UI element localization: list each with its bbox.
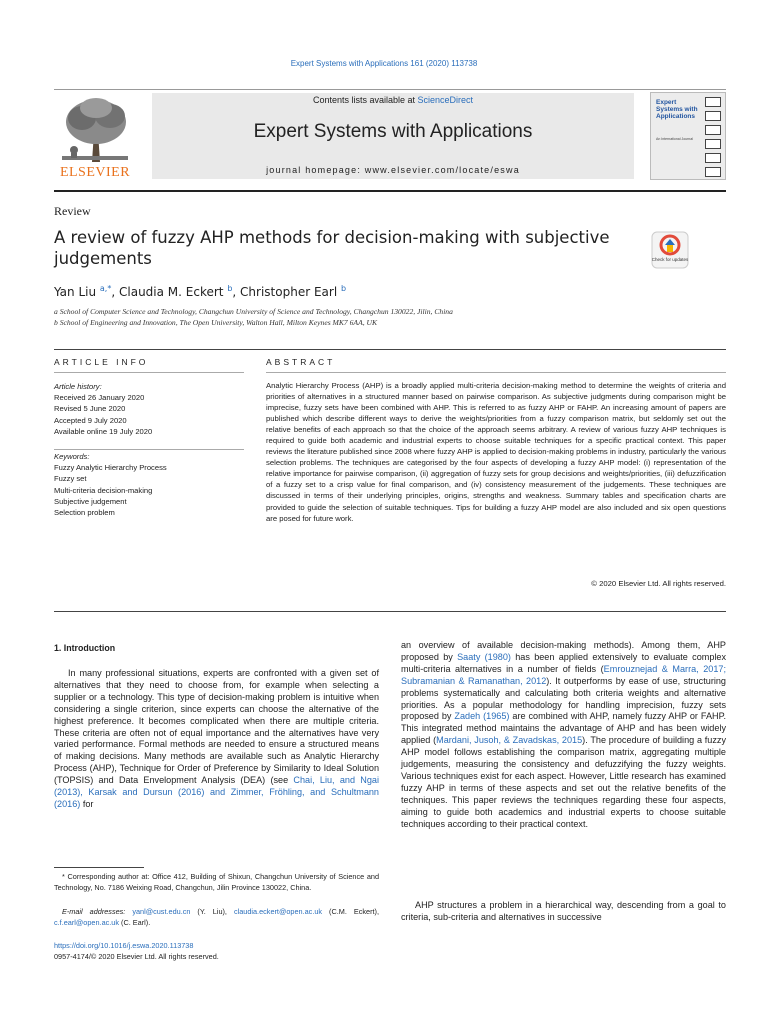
journal-reference[interactable]: Expert Systems with Applications 161 (2020) 113738 (290, 59, 478, 68)
email-link[interactable]: yanl@cust.edu.cn (132, 907, 191, 916)
corresponding-author-footnote: * Corresponding author at: Office 412, Building of Shixun, Changchun University of Science and Technology, No. 7186 Weixing Road, Changchun, Jilin Province 130022, China. (54, 872, 379, 892)
cover-figure-icon (705, 153, 721, 163)
keywords-rule (54, 449, 244, 450)
history-item: Received 26 January 2020 (54, 393, 145, 403)
author-list: Yan Liu $^{a,*}$, Claudia M. Eckert $^b$, Christopher Earl $^b$ (54, 284, 347, 299)
author-affil-sup[interactable]: a,* (99, 284, 112, 293)
citation-link[interactable]: Mardani, Jusoh, & Zavadskas, 2015 (436, 735, 583, 746)
history-item: Revised 5 June 2020 (54, 404, 126, 414)
abstract-rule (266, 372, 726, 373)
intro-text: ). The procedure of building a fuzzy AHP model follows establishing the comparison matrix, aggregating multiple judgements, measuring the consistency and defuzzifying the fuzzy weights. Various techniques exist for each aspect. However, Little research has examined fuzzy AHP in terms of these aspects and set out the relative benefits of the techniques. This paper reviews the techniques regarding these four aspects, aiming to guide both academics and industrial experts to choose suitable techniques according to their practical context. (401, 735, 726, 829)
issn-copyright: 0957-4174/© 2020 Elsevier Ltd. All rights reserved. (54, 952, 219, 961)
author-name[interactable]: Christopher Earl (240, 285, 338, 299)
article-info-heading: ARTICLE INFO (54, 357, 149, 367)
email-label: E-mail addresses: (62, 907, 133, 916)
author-name[interactable]: Claudia M. Eckert (119, 285, 224, 299)
sciencedirect-link[interactable]: ScienceDirect (417, 95, 474, 105)
check-updates-label: Check for updates (651, 257, 689, 262)
cover-figure-icon (705, 97, 721, 107)
keyword-item: Fuzzy Analytic Hierarchy Process (54, 463, 167, 473)
article-type: Review (54, 204, 91, 218)
affiliation-b: b School of Engineering and Innovation, The Open University, Walton Hall, Milton Keynes MK7 6AA, UK (54, 318, 378, 327)
email-footnote (54, 907, 379, 928)
journal-title: Expert Systems with Applications (253, 121, 533, 142)
citation-link[interactable]: Chai, Liu, and Ngai (2013), Karsak and Dursun (2016) and Zimmer, Fröhling, and Schultmann (2016) (54, 775, 379, 809)
intro-text: are combined with AHP, namely fuzzy AHP or FAHP. This integrated method maintains the advantage of AHP and has been widely applied ( (401, 711, 727, 746)
author-name[interactable]: Yan Liu (54, 285, 97, 299)
cover-figure-icon (705, 125, 721, 135)
history-item: Accepted 9 July 2020 (54, 415, 127, 425)
cover-subtitle: An International Journal (656, 137, 693, 141)
email-link[interactable]: c.f.earl@open.ac.uk (54, 917, 120, 927)
header-rule (54, 89, 726, 90)
history-item: Available online 19 July 2020 (54, 426, 153, 436)
history-label: Article history: (54, 382, 102, 391)
article-history (54, 381, 244, 437)
masthead-rule (54, 190, 726, 192)
intro-text: ). It outperforms by ease of use, structuring problems systematically and calculating both criteria weights and alternative priorities. As a popular methodology for handling imprecision, fuzzy sets proposed by (401, 675, 726, 722)
keyword-item: Selection problem (54, 508, 115, 518)
keyword-item: Subjective judgement (54, 496, 127, 506)
intro-text: an overview of available decision-making methods). Among them, AHP proposed by (401, 640, 726, 662)
cover-figure-icon (705, 167, 721, 177)
email-owner: (C. Earl). (119, 917, 151, 927)
keywords-label: Keywords: (54, 452, 90, 461)
contents-line (152, 95, 634, 105)
journal-cover-thumbnail[interactable] (650, 92, 726, 180)
keyword-item: Fuzzy set (54, 474, 87, 484)
citation-link[interactable]: Emrouznejad & Marra, 2017; Subramanian & Ramanathan, 2012 (401, 663, 726, 686)
cover-figure-icon (705, 139, 721, 149)
intro-right-paragraph-2: AHP structures a problem in a hierarchical way, descending from a goal to criteria, sub-criteria and alternatives in successive (401, 900, 726, 922)
intro-left-column (54, 668, 379, 811)
cover-figure-icon (705, 111, 721, 121)
info-rule (54, 372, 244, 373)
intro-text: has been applied extensively to evaluate complex multi-criteria alternatives in a number of fields ( (401, 651, 727, 674)
keywords-block (54, 451, 244, 518)
email-link[interactable]: claudia.eckert@open.ac.uk (233, 907, 323, 916)
abstract-text: Analytic Hierarchy Process (AHP) is a broadly applied multi-criteria decision-making method to determine the weights of criteria and priorities of alternatives in a structured manner based on pairwise comparison. As subjective judgments during comparison might be imprecise, fuzzy sets have been combined with AHP. This is referred to as fuzzy AHP or FAHP. An increasing amount of papers are published which describe different ways to derive the weights/priorities from a fuzzy comparison matrix, but seldomly set out the relative benefits of each approach so that the choice of the approach seems arbitrary. A review of various fuzzy AHP techniques is required to guide both academic and industrial experts to choose suitable techniques for a specific practical context. This paper reviews the literature published since 2008 where fuzzy AHP is applied to decision-making problems in industry, particularly the various selection problems. The techniques are categorised by the four aspects of developing a fuzzy AHP model: (i) representation of the relative importance for pairwise comparison, (ii) aggregation of fuzzy sets for group decisions and weights/priorities, (iii) defuzzification of a fuzzy set to a crisp value for final comparison, and (iv) consistency measurement of the judgements. These techniques are discussed in terms of their underlying principles, origins, strengths and weakness. Summary tables and specification charts are provided to guide the selection of suitable techniques. Tips for building a fuzzy AHP model are also included and six open questions are posed for future work. (266, 381, 726, 523)
citation-link[interactable]: Zadeh (1965) (454, 711, 510, 722)
paper-title: A review of fuzzy AHP methods for decision-making with subjective judgements (54, 228, 610, 268)
body-rule (54, 611, 726, 612)
abstract-heading: ABSTRACT (266, 357, 336, 367)
contents-prefix: Contents lists available at (312, 95, 418, 105)
journal-homepage[interactable]: journal homepage: www.elsevier.com/locate/eswa (266, 165, 520, 175)
article-info-rule (54, 349, 726, 350)
intro-right-column (401, 640, 726, 831)
author-affil-sup[interactable]: b (227, 284, 233, 293)
citation-link[interactable]: Saaty (1980) (457, 651, 511, 662)
abstract-copyright: © 2020 Elsevier Ltd. All rights reserved. (591, 579, 726, 588)
footnote-rule (54, 867, 144, 868)
cover-title: Expert Systems with Applications (656, 99, 698, 120)
elsevier-wordmark: ELSEVIER (59, 165, 131, 180)
email-owner: (Y. Liu), (190, 907, 234, 916)
email-owner: (C.M. Eckert), (322, 907, 379, 916)
introduction-heading: 1. Introduction (54, 643, 116, 653)
keyword-item: Multi-criteria decision-making (54, 485, 153, 495)
intro-left-text: In many professional situations, experts are confronted with a given set of alternatives that they need to choose from, for example when selecting a supplier or a technology. This type of decision-making problem is intuitive when considering a single criterion, since experts can choose the alternative of the highest preference. It becomes complicated when there are multiple criteria. These criteria are often not of equal importance and the alternatives have very varied performance. Formal methods are needed to ensure a structured means of making decisions. Many methods are available such as Analytic Hierarchy Process (AHP), Technique for Order of Preference by Similarity to Ideal Solution (TOPSIS) and Data Envelopment Analysis (DEA) (see (54, 668, 379, 786)
doi-link[interactable]: https://doi.org/10.1016/j.eswa.2020.113738 (54, 941, 194, 950)
author-affil-sup[interactable]: b (340, 284, 347, 293)
intro-left-end: for (80, 798, 94, 809)
affiliation-a: a School of Computer Science and Technology, Changchun University of Science and Technology, Changchun 130022, Jilin, China (54, 307, 453, 316)
check-for-updates-icon[interactable] (651, 231, 689, 269)
